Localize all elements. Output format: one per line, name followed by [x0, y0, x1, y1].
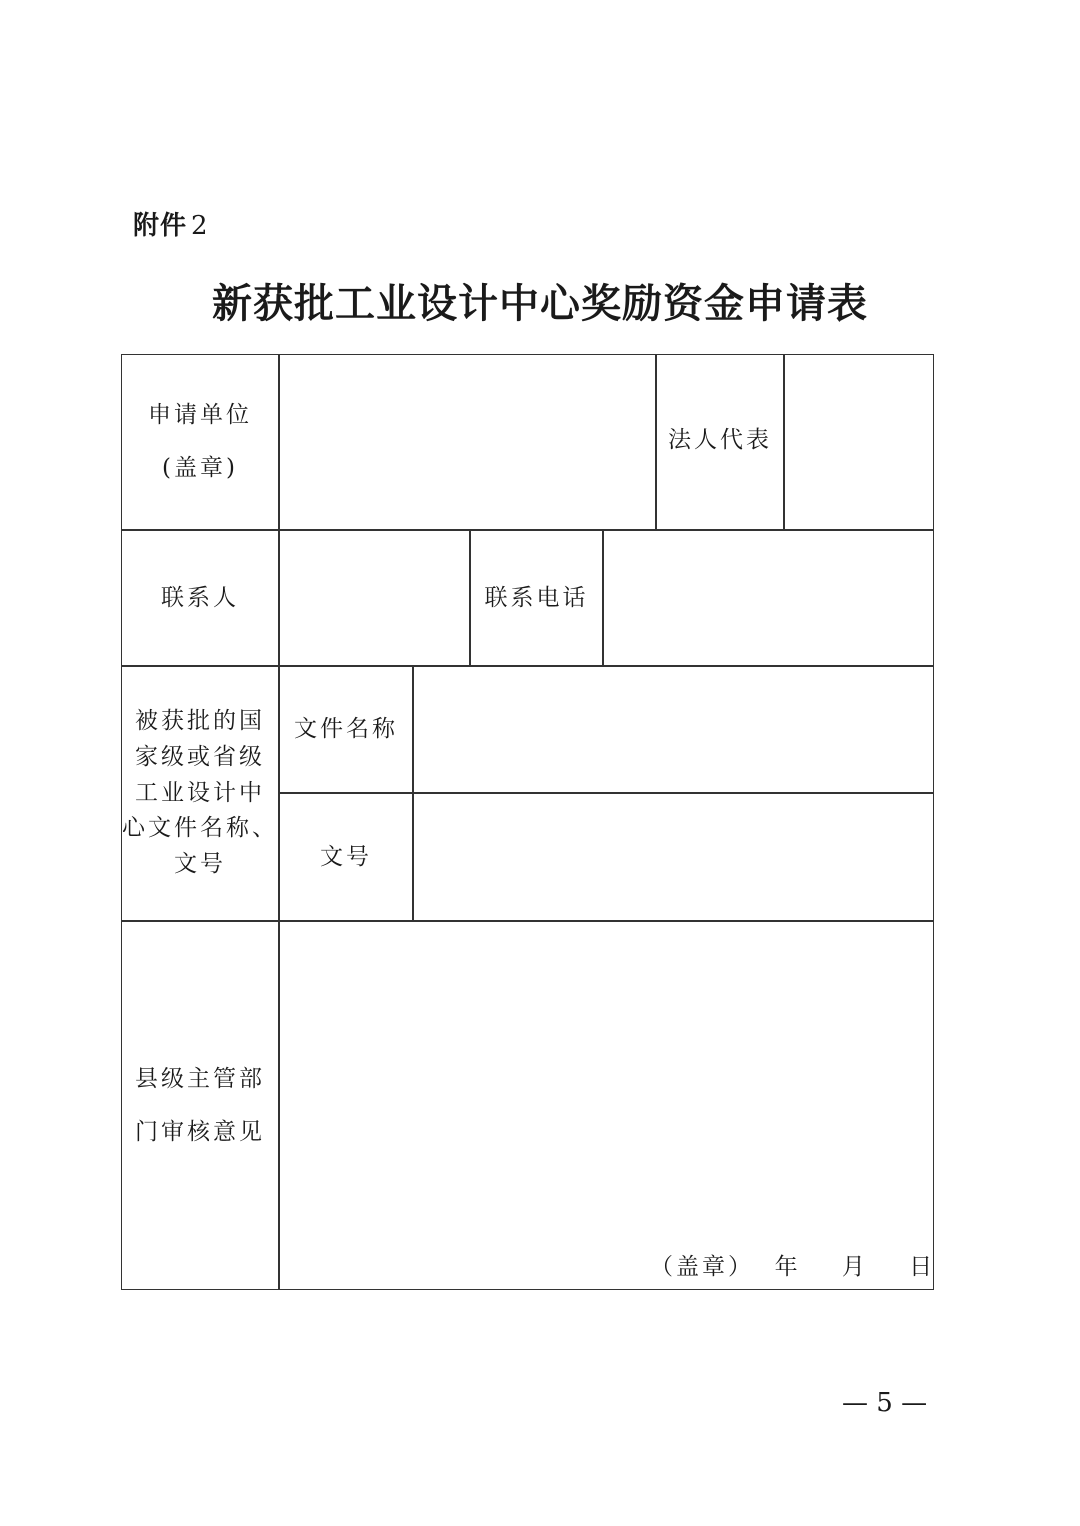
applicant-unit-label-line1: 申请单位 — [148, 402, 252, 429]
file-name-field[interactable] — [414, 667, 933, 792]
attachment-label — [133, 205, 209, 242]
approval-doc-label — [122, 667, 278, 920]
page-title: 新获批工业设计中心奖励资金申请表 — [212, 280, 868, 327]
applicant-unit-label-line2: (盖章) — [162, 455, 238, 481]
approval-doc-label-line1: 被获批的国 — [135, 708, 265, 735]
legal-rep-label: 法人代表 — [668, 426, 772, 453]
contact-phone-field[interactable] — [604, 531, 933, 665]
review-opinion-field[interactable] — [280, 922, 936, 1289]
review-opinion-label-line1: 县级主管部 — [135, 1065, 265, 1092]
applicant-unit-field[interactable] — [280, 355, 655, 529]
page-number: — 5 — — [842, 1388, 928, 1418]
applicant-unit-label — [122, 355, 278, 529]
seal-date-line: （盖章） 年 月 日 — [650, 1254, 936, 1280]
legal-rep-field[interactable] — [785, 355, 933, 529]
attachment-text: 附件 — [133, 211, 188, 241]
contact-person-label: 联系人 — [161, 584, 239, 611]
attachment-number: 2 — [191, 211, 209, 241]
approval-doc-label-line4: 心文件名称、 — [122, 815, 278, 842]
file-no-label: 文号 — [320, 843, 372, 870]
file-no-field[interactable] — [414, 794, 933, 920]
review-opinion-label — [122, 922, 278, 1289]
contact-phone-label: 联系电话 — [484, 584, 589, 611]
file-name-label: 文件名称 — [294, 716, 398, 743]
review-opinion-label-line2: 门审核意见 — [135, 1118, 265, 1145]
approval-doc-label-line5: 文号 — [174, 850, 226, 877]
approval-doc-label-line3: 工业设计中 — [135, 779, 265, 806]
contact-person-field[interactable] — [280, 531, 469, 665]
approval-doc-label-line2: 家级或省级 — [135, 744, 265, 771]
